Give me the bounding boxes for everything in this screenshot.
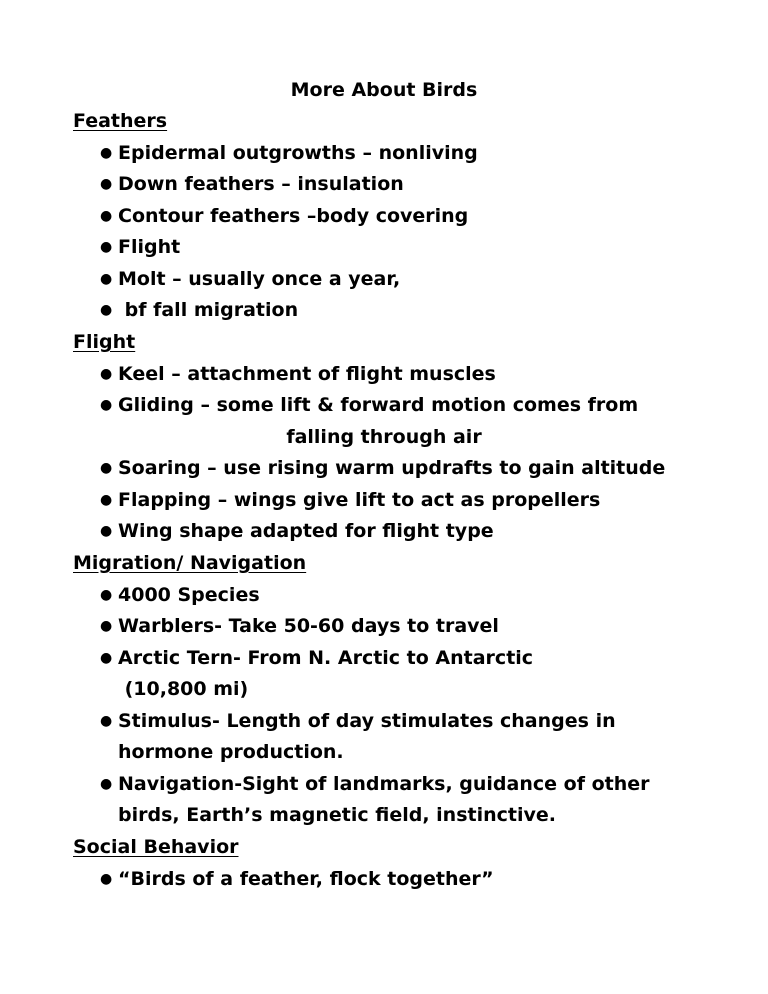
list-item-continuation: falling through air xyxy=(286,426,482,448)
list-item-continuation: birds, Earth’s magnetic field, instinctive. xyxy=(118,804,556,826)
bullet-icon: ● xyxy=(100,460,113,476)
bullet-icon: ● xyxy=(100,145,113,161)
bullet-icon: ● xyxy=(100,239,113,255)
list-item-text: Down feathers – insulation xyxy=(118,173,404,195)
section-heading-feathers: Feathers xyxy=(73,110,168,132)
bullet-icon: ● xyxy=(100,871,113,887)
list-item-continuation: hormone production. xyxy=(118,741,344,763)
list-item-text: Gliding – some lift & forward motion comes from xyxy=(118,394,639,416)
list-item-text: Soaring – use rising warm updrafts to gain altitude xyxy=(118,457,666,479)
list-item-text: Molt – usually once a year, xyxy=(118,268,401,290)
bullet-icon: ● xyxy=(100,208,113,224)
list-item-text: 4000 Species xyxy=(118,584,260,606)
bullet-icon: ● xyxy=(100,271,113,287)
bullet-icon: ● xyxy=(100,587,113,603)
list-item-text: Epidermal outgrowths – nonliving xyxy=(118,142,478,164)
section-heading-migration-navigation: Migration/ Navigation xyxy=(73,552,307,574)
bullet-icon: ● xyxy=(100,366,113,382)
list-item-text: Navigation-Sight of landmarks, guidance of other xyxy=(118,773,650,795)
bullet-icon: ● xyxy=(100,523,113,539)
bullet-icon: ● xyxy=(100,397,113,413)
bullet-icon: ● xyxy=(100,650,113,666)
bullet-icon: ● xyxy=(100,776,113,792)
list-item-text: Flight xyxy=(118,236,181,258)
section-heading-social-behavior: Social Behavior xyxy=(73,836,239,858)
list-item-continuation: (10,800 mi) xyxy=(118,678,249,700)
list-item-text: Arctic Tern- From N. Arctic to Antarctic xyxy=(118,647,534,669)
bullet-icon: ● xyxy=(100,713,113,729)
list-item-text: Wing shape adapted for flight type xyxy=(118,520,494,542)
list-item-text: Contour feathers –body covering xyxy=(118,205,469,227)
list-item-text: Keel – attachment of flight muscles xyxy=(118,363,496,385)
section-heading-flight: Flight xyxy=(73,331,136,353)
bullet-icon: ● xyxy=(100,176,113,192)
bullet-icon: ● xyxy=(100,302,113,318)
list-item-text: Flapping – wings give lift to act as propellers xyxy=(118,489,601,511)
document-title: More About Birds xyxy=(290,79,478,101)
list-item-text: Stimulus- Length of day stimulates changes in xyxy=(118,710,616,732)
bullet-icon: ● xyxy=(100,618,113,634)
list-item-text: bf fall migration xyxy=(118,299,299,321)
bullet-icon: ● xyxy=(100,492,113,508)
list-item-text: “Birds of a feather, flock together” xyxy=(118,868,494,890)
list-item-text: Warblers- Take 50-60 days to travel xyxy=(118,615,499,637)
